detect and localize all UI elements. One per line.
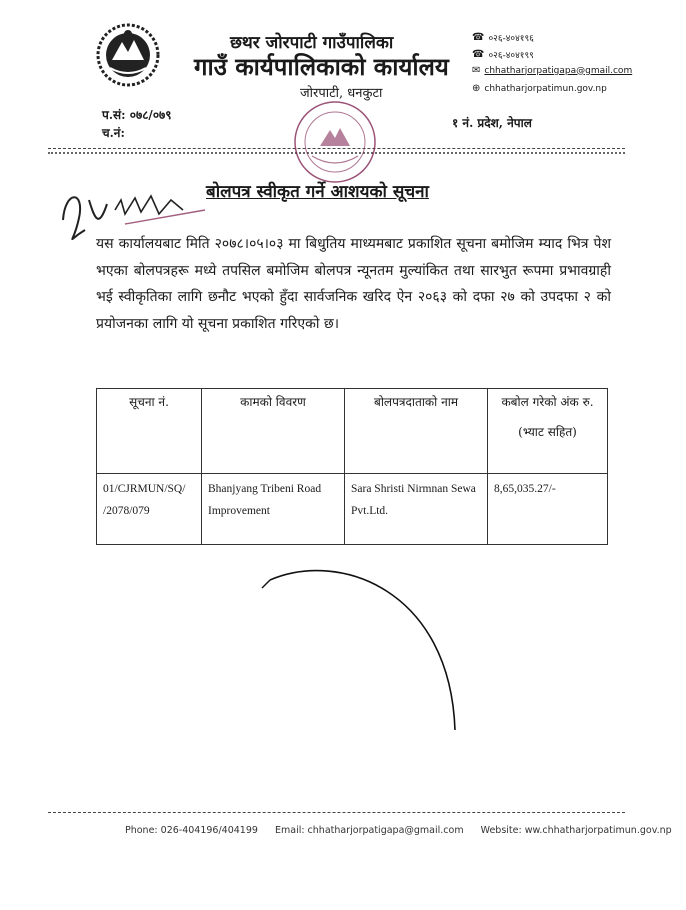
contact-phone-1 xyxy=(472,31,534,44)
col-amount-line2: (भ्याट सहित) xyxy=(518,425,577,439)
phone-2-text: ०२६-४०४१९९ xyxy=(488,51,534,61)
col-notice-no: सूचना नं. xyxy=(97,389,202,474)
reference-number: प.सं: ०७८/०७९ xyxy=(102,108,172,122)
office-stamp-icon xyxy=(290,96,380,188)
table-header-row xyxy=(97,389,608,474)
cell-amount: 8,65,035.27/- xyxy=(488,474,608,545)
globe-icon: ⊕ xyxy=(472,83,481,94)
col-amount-line1: कबोल गरेको अंक रु. xyxy=(501,395,594,409)
contact-website xyxy=(472,83,607,94)
cell-notice-no-line2: /2078/079 xyxy=(103,505,150,517)
contact-email xyxy=(472,65,632,76)
phone-1-text: ०२६-४०४१९६ xyxy=(488,34,534,44)
col-amount xyxy=(488,389,608,474)
cell-work-desc: Bhanjyang Tribeni Road Improvement xyxy=(202,474,345,545)
cell-notice-no xyxy=(97,474,202,545)
nepal-emblem-icon xyxy=(92,20,164,90)
footer-contacts xyxy=(125,825,686,836)
notice-subject: बोलपत्र स्वीकृत गर्ने आशयको सूचना xyxy=(206,182,429,202)
footer-email: Email: chhatharjorpatigapa@gmail.com xyxy=(274,825,464,836)
phone-icon: ☎ xyxy=(472,49,485,60)
province-label: १ नं. प्रदेश, नेपाल xyxy=(452,116,532,130)
email-text: chhatharjorpatigapa@gmail.com xyxy=(484,65,633,76)
notice-body: यस कार्यालयबाट मिति २०७८।०५।०३ मा बिधुतिय माध्यमबाट प्रकाशित सूचना बमोजिम म्याद भित्र पेश भएका बोलपत्रहरू मध्ये तपसिल बमोजिम बोलपत्र न्यूनतम मुल्यांकित तथा सारभुत रूपमा प्रभावग्राही भई स्वीकृतिका लागि छनौट भएको हुँदा सार्वजनिक खरिद ऐन २०६३ को दफा २७ को उपदफा २ को प्रयोजनका लागि यो सूचना प्रकाशित गरिएको छ। xyxy=(96,236,611,332)
dispatch-number: च.नं: xyxy=(102,126,125,140)
contact-phone-2 xyxy=(472,48,534,61)
website-text: chhatharjorpatimun.gov.np xyxy=(484,83,607,94)
phone-icon: ☎ xyxy=(472,32,485,43)
footer-phone: Phone: 026-404196/404199 xyxy=(125,825,258,836)
office-location: जोरपाटी, धनकुटा xyxy=(300,86,383,101)
col-work-desc: कामको विवरण xyxy=(202,389,345,474)
cell-notice-no-line1: 01/CJRMUN/SQ/ xyxy=(103,483,186,495)
email-icon: ✉ xyxy=(472,65,481,76)
table-row xyxy=(97,474,608,545)
municipality-name: छथर जोरपाटी गाउँपालिका xyxy=(230,33,394,53)
cell-bidder: Sara Shristi Nirmnan Sewa Pvt.Ltd. xyxy=(345,474,488,545)
col-bidder: बोलपत्रदाताको नाम xyxy=(345,389,488,474)
award-table xyxy=(96,388,608,545)
footer-divider xyxy=(48,812,625,813)
office-name: गाउँ कार्यपालिकाको कार्यालय xyxy=(194,52,449,81)
pen-stroke-mark xyxy=(250,560,480,740)
footer-website: Website: ww.chhatharjorpatimun.gov.np xyxy=(480,825,672,836)
